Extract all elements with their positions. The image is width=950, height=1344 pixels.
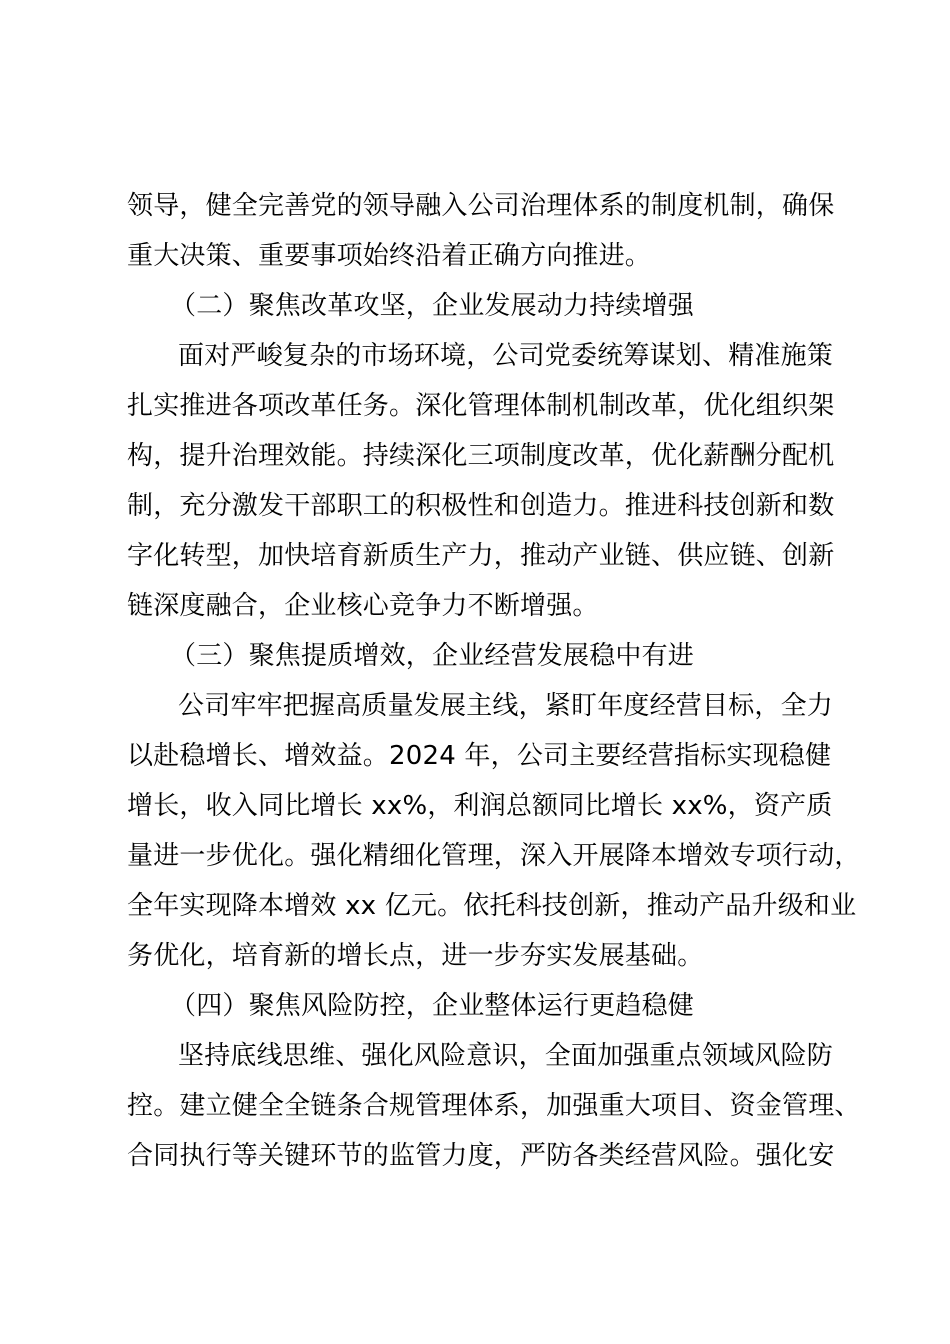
paragraph-line: 制，充分激发干部职工的积极性和创造力。推进科技创新和数 [127,491,835,521]
paragraph-line: 务优化，培育新的增长点，进一步夯实发展基础。 [127,941,704,971]
section-heading: （三）聚焦提质增效，企业经营发展稳中有进 [170,641,695,671]
paragraph-line: 控。建立健全全链条合规管理体系，加强重大项目、资金管理、 [127,1091,861,1121]
paragraph-line: 字化转型，加快培育新质生产力，推动产业链、供应链、创新 [127,541,835,571]
paragraph-line: 全年实现降本增效 xx 亿元。依托科技创新，推动产品升级和业 [127,891,857,921]
paragraph-line: 链深度融合，企业核心竞争力不断增强。 [127,591,599,621]
paragraph-line: 以赴稳增长、增效益。2024 年，公司主要经营指标实现稳健 [127,741,832,771]
paragraph-line: 领导，健全完善党的领导融入公司治理体系的制度机制，确保 [127,191,835,221]
paragraph-line: 重大决策、重要事项始终沿着正确方向推进。 [127,241,652,271]
paragraph-line: 增长，收入同比增长 xx%，利润总额同比增长 xx%，资产质 [127,791,833,821]
paragraph-line: 坚持底线思维、强化风险意识，全面加强重点领域风险防 [178,1041,834,1071]
paragraph-line: 合同执行等关键环节的监管力度，严防各类经营风险。强化安 [127,1141,835,1171]
paragraph-line: 公司牢牢把握高质量发展主线，紧盯年度经营目标，全力 [178,691,834,721]
paragraph-line: 面对严峻复杂的市场环境，公司党委统筹谋划、精准施策 [178,341,834,371]
paragraph-line: 构，提升治理效能。持续深化三项制度改革，优化薪酬分配机 [127,441,835,471]
section-heading: （二）聚焦改革攻坚，企业发展动力持续增强 [170,291,695,321]
paragraph-line: 扎实推进各项改革任务。深化管理体制机制改革，优化组织架 [127,391,835,421]
section-heading: （四）聚焦风险防控，企业整体运行更趋稳健 [170,991,695,1021]
paragraph-line: 量进一步优化。强化精细化管理，深入开展降本增效专项行动， [127,841,861,871]
